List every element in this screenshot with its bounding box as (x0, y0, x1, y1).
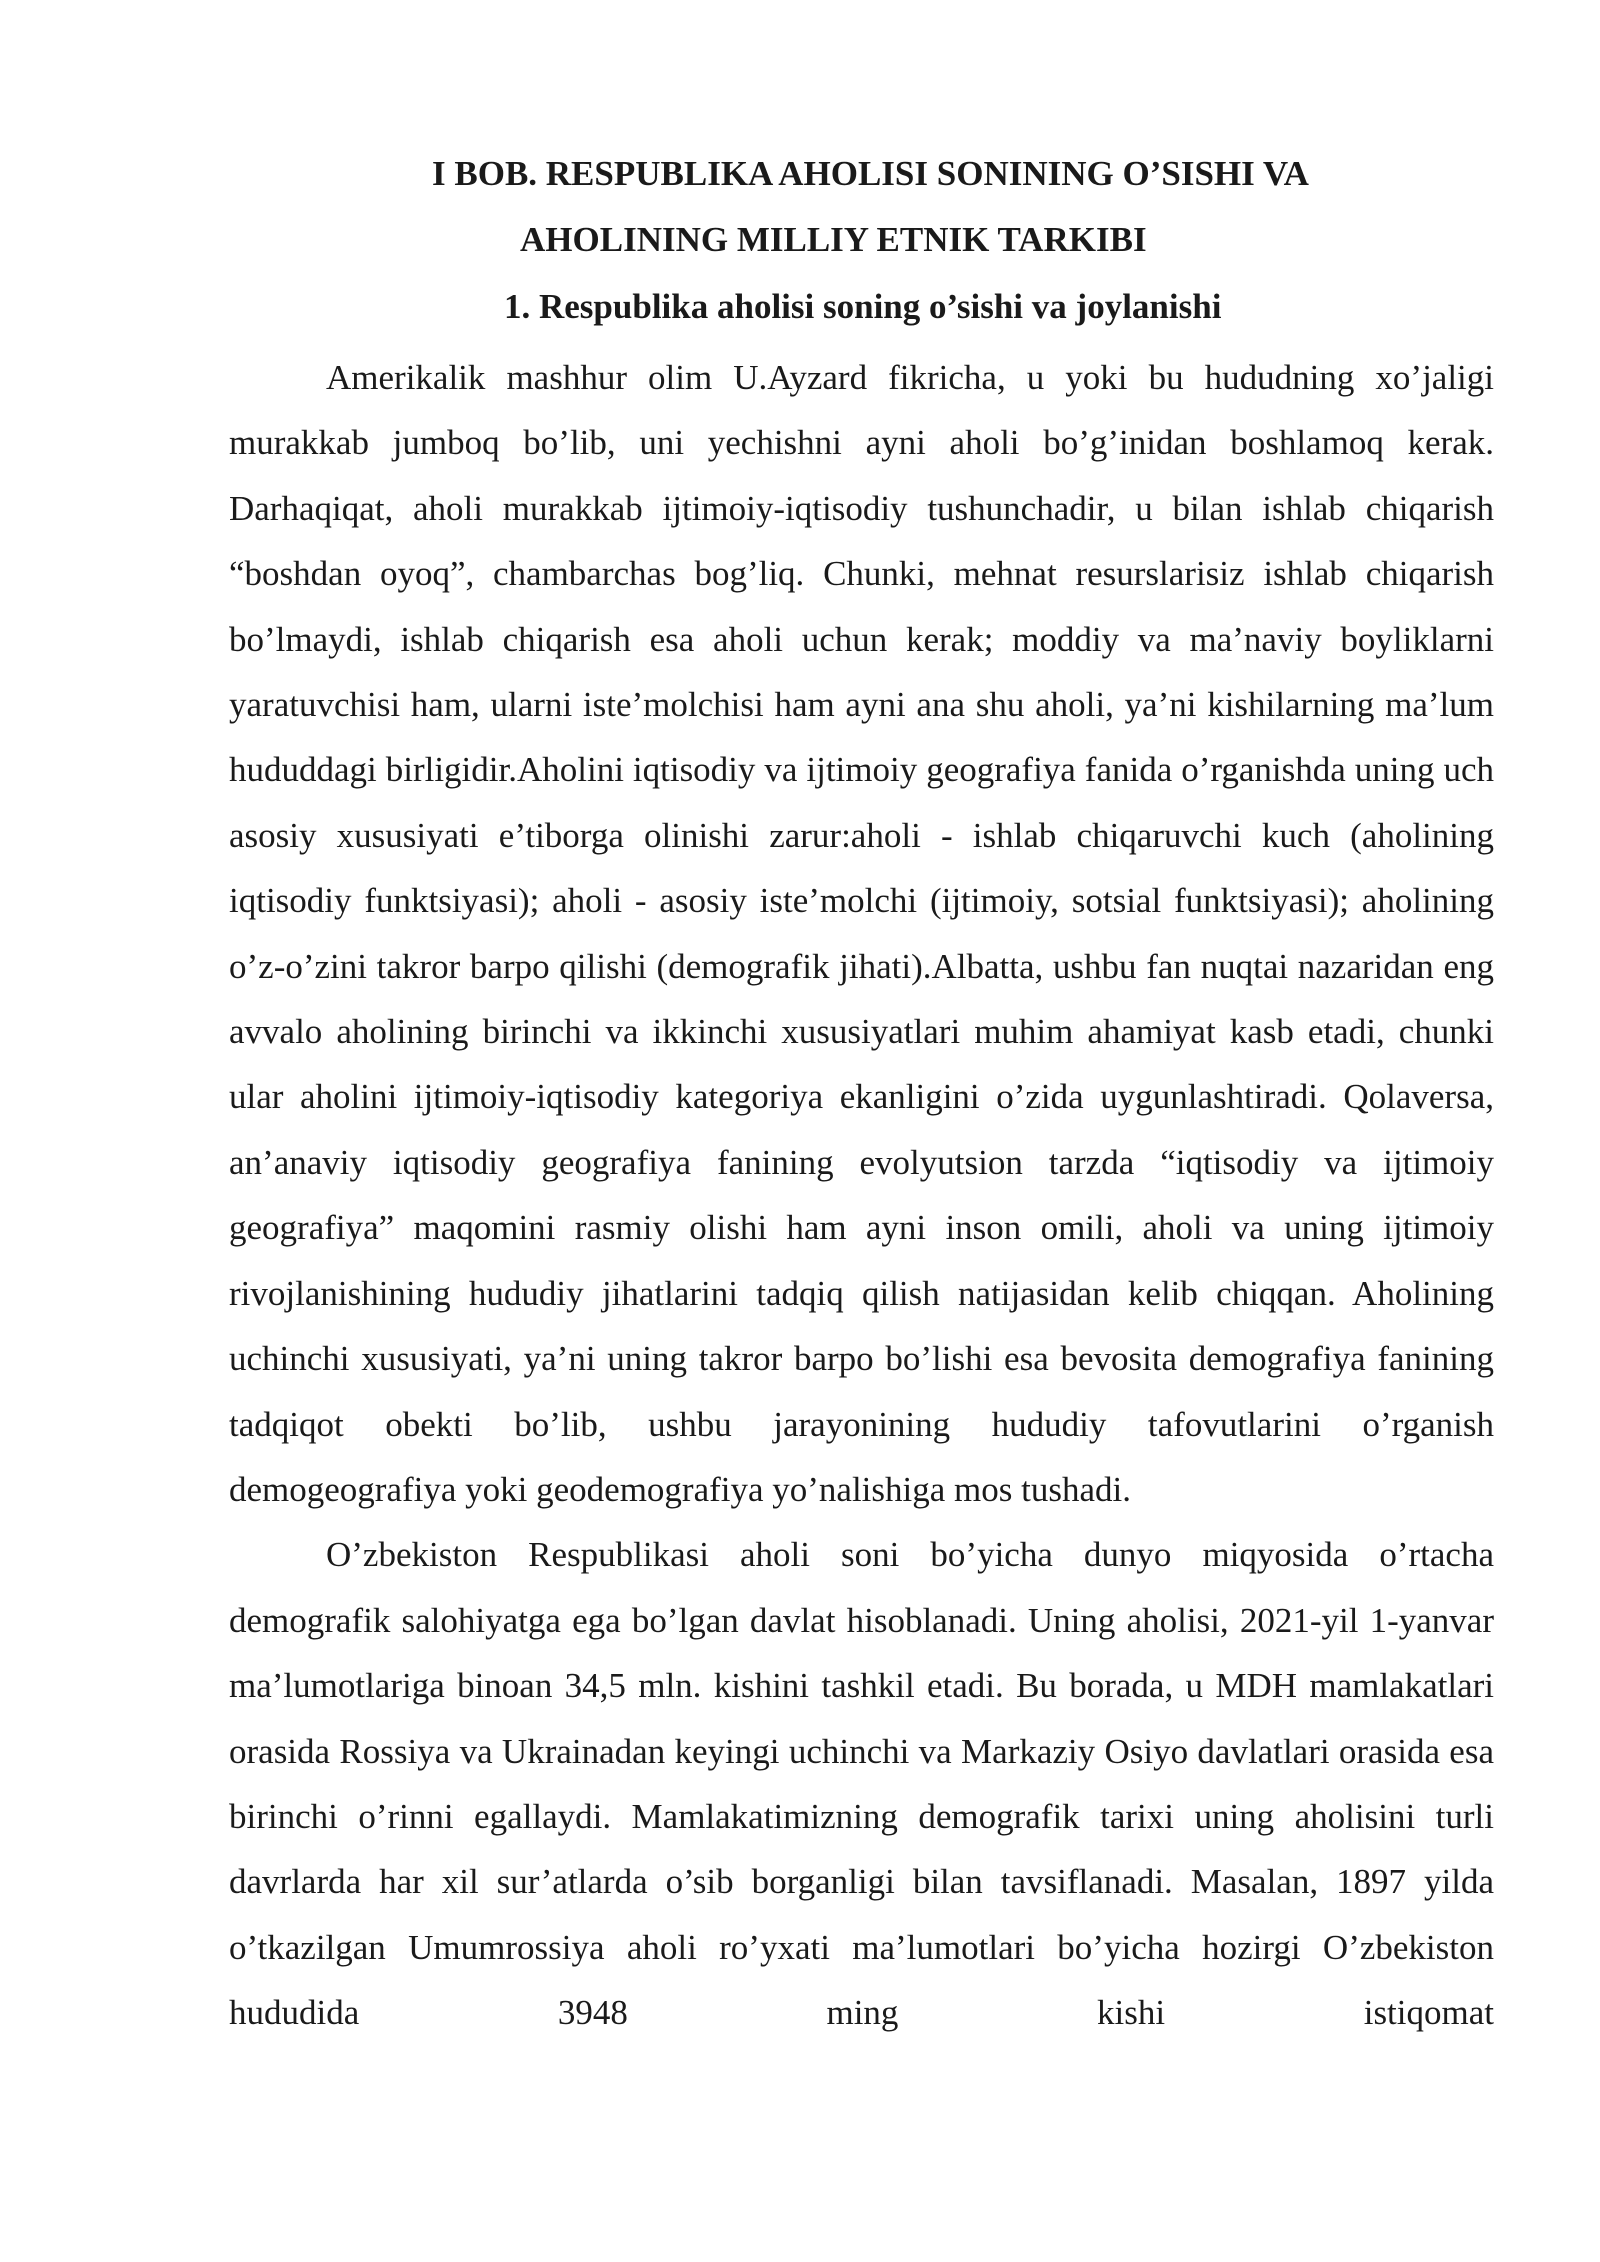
chapter-title-line-2: AHOLINING MILLIY ETNIK TARKIBI (520, 220, 1147, 259)
section-title: 1. Respublika aholisi soning o’sishi va joylanishi (504, 287, 1222, 326)
chapter-title-line-1: I BOB. RESPUBLIKA AHOLISI SONINING O’SISHI VA (432, 154, 1309, 193)
body-text (229, 345, 1494, 2046)
paragraph-2: O’zbekiston Respublikasi aholi soni bo’yicha dunyo miqyosida o’rtacha demografik salohiyatga ega bo’lgan davlat hisoblanadi. Uning aholisi, 2021-yil 1-yanvar ma’lumotlariga binoan 34,5 mln. kishini tashkil etadi. Bu borada, u MDH mamlakatlari orasida Rossiya va Ukrainadan keyingi uchinchi va Markaziy Osiyo davlatlari orasida esa birinchi o’rinni egallaydi. Mamlakatimizning demografik tarixi uning aholisini turli davrlarda har xil sur’atlarda o’sib borganligi bilan tavsiflanadi. Masalan, 1897 yilda o’tkazilgan Umumrossiya aholi ro’yxati ma’lumotlari bo’yicha hozirgi O’zbekiston hududida 3948 ming kishi istiqomat (229, 1535, 1494, 2033)
paragraph-1: Amerikalik mashhur olim U.Ayzard fikricha, u yoki bu hududning xo’jaligi murakkab jumboq bo’lib, uni yechishni ayni aholi bo’g’inidan boshlamoq kerak. Darhaqiqat, aholi murakkab ijtimoiy-iqtisodiy tushunchadir, u bilan ishlab chiqarish “boshdan oyoq”, chambarchas bog’liq. Chunki, mehnat resurslarisiz ishlab chiqarish bo’lmaydi, ishlab chiqarish esa aholi uchun kerak; moddiy va ma’naviy boyliklarni yaratuvchisi ham, ularni iste’molchisi ham ayni ana shu aholi, ya’ni kishilarning ma’lum hududdagi birligidir.Aholini iqtisodiy va ijtimoiy geografiya fanida o’rganishda uning uch asosiy xususiyati e’tiborga olinishi zarur:aholi - ishlab chiqaruvchi kuch (aholining iqtisodiy funktsiyasi); aholi - asosiy iste’molchi (ijtimoiy, sotsial funktsiyasi); aholining o’z-o’zini takror barpo qilishi (demografik jihati).Albatta, ushbu fan nuqtai nazaridan eng avvalo aholining birinchi va ikkinchi xususiyatlari muhim ahamiyat kasb etadi, chunki ular aholini ijtimoiy-iqtisodiy kategoriya ekanligini o’zida uygunlashtiradi. Qolaversa, an’anaviy iqtisodiy geografiya fanining evolyutsion tarzda “iqtisodiy va ijtimoiy geografiya” maqomini rasmiy olishi ham ayni inson omili, aholi va uning ijtimoiy rivojlanishining hududiy jihatlarini tadqiq qilish natijasidan kelib chiqqan. Aholining uchinchi xususiyati, ya’ni uning takror barpo bo’lishi esa bevosita demografiya fanining tadqiqot obekti bo’lib, ushbu jarayonining hududiy tafovutlarini o’rganish demogeografiya yoki geodemografiya yo’nalishiga mos tushadi. (229, 358, 1494, 1509)
